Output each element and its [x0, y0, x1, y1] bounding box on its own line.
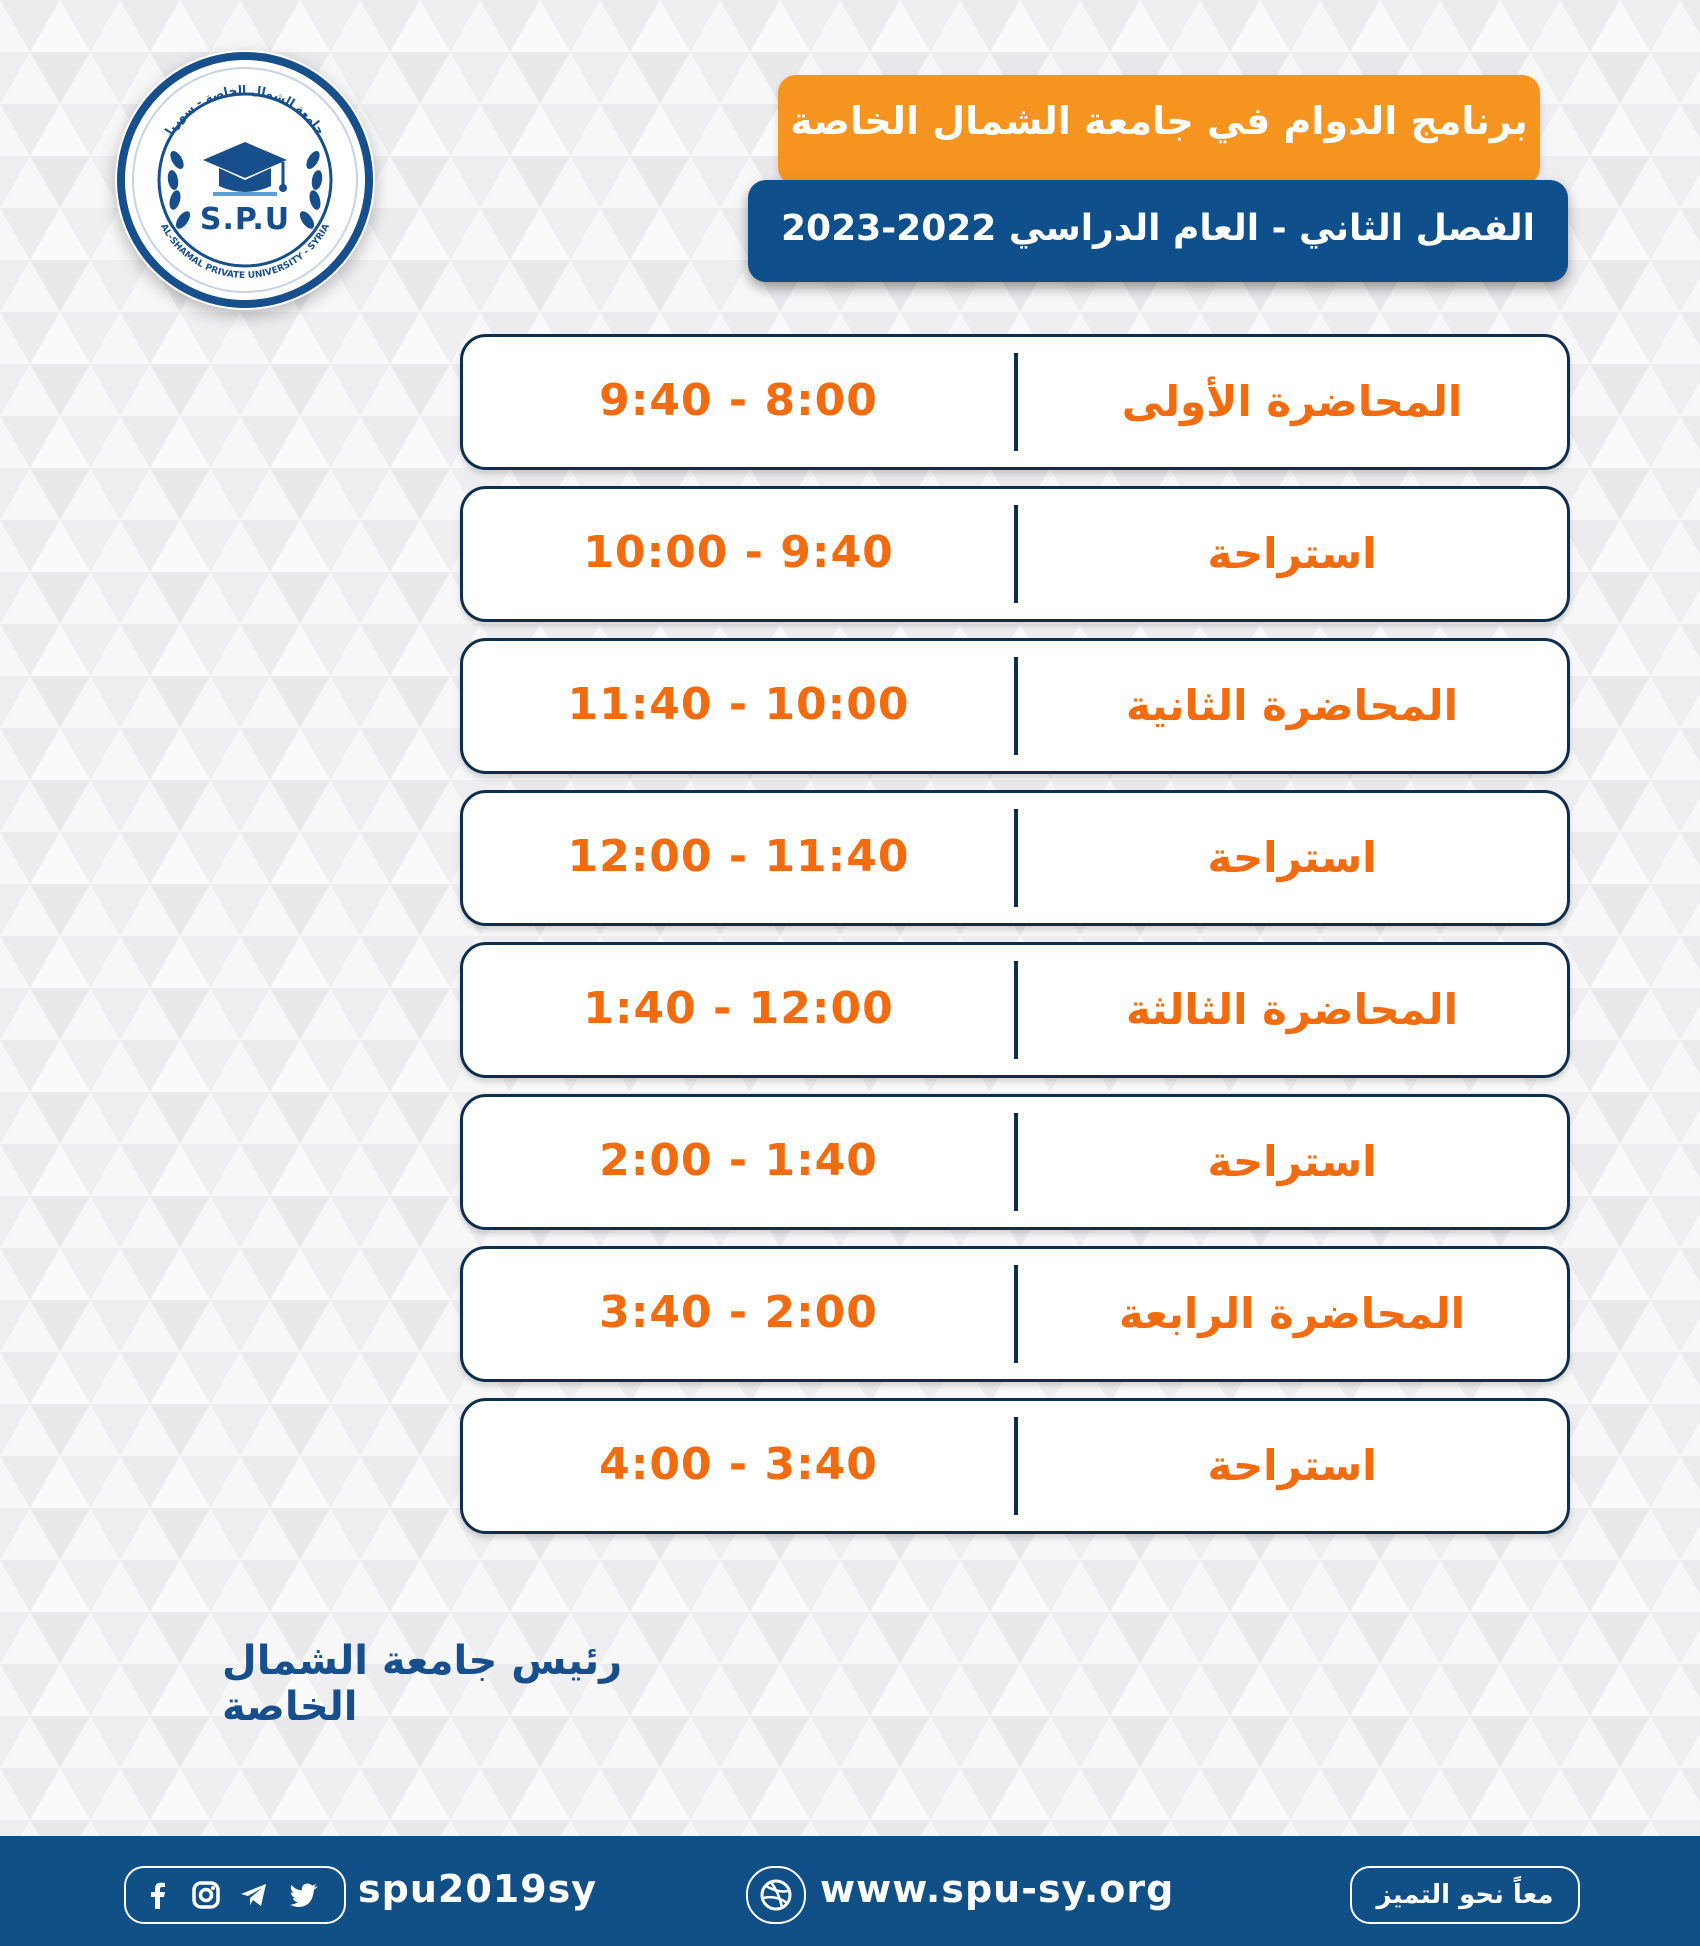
- row-divider: [1014, 1417, 1018, 1515]
- schedule-row: [460, 638, 1570, 774]
- social-handle[interactable]: spu2019sy: [358, 1867, 598, 1911]
- subtitle-banner: [748, 180, 1568, 282]
- facebook-icon[interactable]: [142, 1879, 174, 1911]
- schedule-row: [460, 942, 1570, 1078]
- session-time: 11:40 - 10:00: [567, 679, 910, 730]
- session-time: 9:40 - 8:00: [599, 375, 878, 426]
- page-subtitle: الفصل الثاني - العام الدراسي 2022-2023: [781, 208, 1535, 249]
- instagram-icon[interactable]: [190, 1879, 222, 1911]
- schedule-row: [460, 790, 1570, 926]
- svg-text:جامعة الشمال الخاصة - سوريا: [162, 83, 328, 137]
- session-label: المحاضرة الثانية: [1126, 681, 1458, 730]
- session-label: استراحة: [1207, 529, 1377, 578]
- logo-abbreviation: S.P.U: [199, 202, 291, 237]
- row-divider: [1014, 809, 1018, 907]
- logo-english-name: AL-SHAMAL PRIVATE UNIVERSITY - SYRIA: [158, 222, 332, 282]
- session-label: المحاضرة الأولى: [1121, 377, 1463, 426]
- session-time: 1:40 - 12:00: [583, 983, 894, 1034]
- footer: [0, 1836, 1700, 1946]
- twitter-icon[interactable]: [288, 1879, 320, 1911]
- logo-arabic-name: جامعة الشمال الخاصة - سوريا: [162, 82, 328, 138]
- schedule-row: [460, 1246, 1570, 1382]
- row-divider: [1014, 505, 1018, 603]
- session-label: استراحة: [1207, 833, 1377, 882]
- telegram-icon[interactable]: [238, 1879, 270, 1911]
- session-label: المحاضرة الثالثة: [1126, 985, 1458, 1034]
- session-time: 12:00 - 11:40: [567, 831, 910, 882]
- signature: رئيس جامعة الشمال الخاصة: [222, 1638, 623, 1730]
- session-time: 3:40 - 2:00: [599, 1287, 878, 1338]
- session-label: المحاضرة الرابعة: [1118, 1289, 1466, 1338]
- website-icon-badge: [746, 1866, 806, 1924]
- session-label: استراحة: [1207, 1137, 1377, 1186]
- schedule-row: [460, 1094, 1570, 1230]
- university-logo: [115, 50, 375, 310]
- row-divider: [1014, 1113, 1018, 1211]
- social-links: [124, 1866, 346, 1924]
- schedule-row: [460, 334, 1570, 470]
- dribbble-icon: [758, 1877, 794, 1913]
- schedule-row: [460, 486, 1570, 622]
- page-title: برنامج الدوام في جامعة الشمال الخاصة: [790, 99, 1528, 143]
- website-link[interactable]: www.spu-sy.org: [820, 1867, 1175, 1911]
- schedule-row: [460, 1398, 1570, 1534]
- row-divider: [1014, 353, 1018, 451]
- title-banner: [778, 75, 1540, 185]
- row-divider: [1014, 1265, 1018, 1363]
- slogan-badge: [1350, 1866, 1580, 1924]
- row-divider: [1014, 657, 1018, 755]
- slogan-text: معاً نحو التميز: [1376, 1880, 1554, 1910]
- session-label: استراحة: [1207, 1441, 1377, 1490]
- row-divider: [1014, 961, 1018, 1059]
- session-time: 4:00 - 3:40: [599, 1439, 878, 1490]
- session-time: 10:00 - 9:40: [583, 527, 894, 578]
- session-time: 2:00 - 1:40: [599, 1135, 878, 1186]
